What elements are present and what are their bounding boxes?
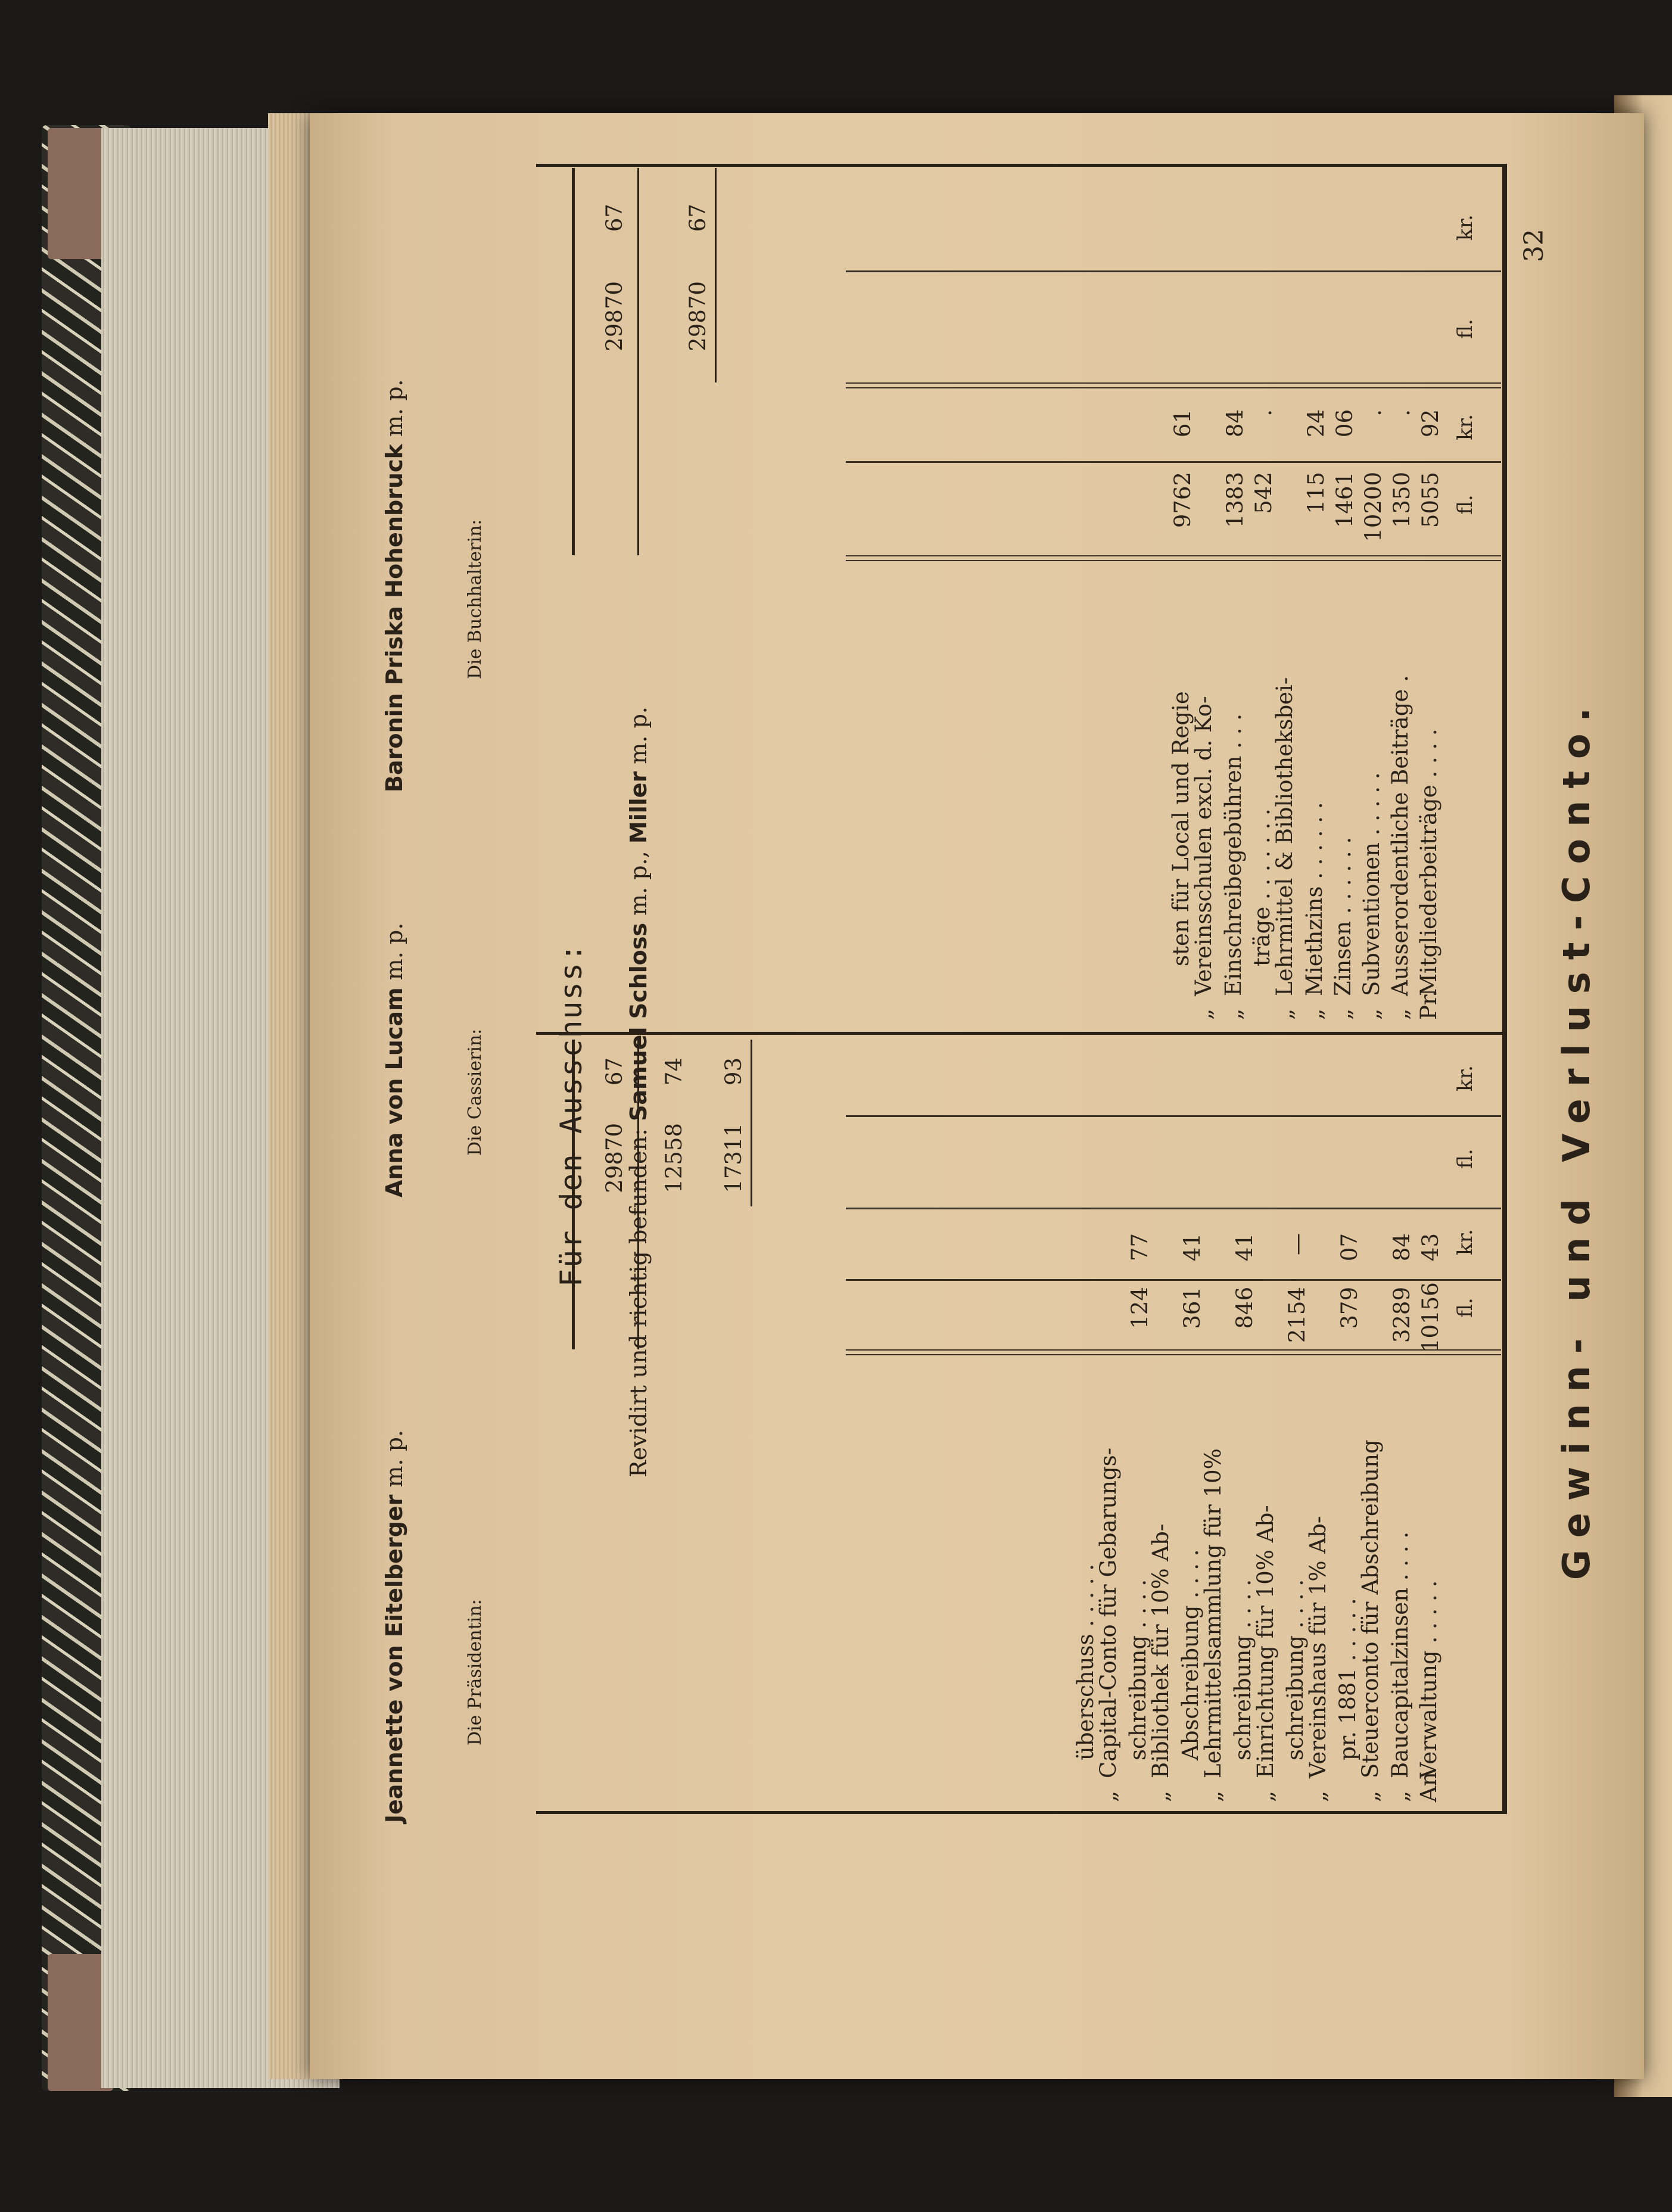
debit-subtotal-kr: 93 (721, 1057, 746, 1086)
entry-kr-value: — (1284, 1233, 1310, 1255)
signatory-name (381, 379, 407, 792)
entry-fl-value: 1383 (1222, 472, 1248, 528)
entry-kr-value: 41 (1232, 1233, 1257, 1262)
debit-entry (1337, 1439, 1382, 1802)
entry-prefix: „ (1330, 1008, 1356, 1020)
debit-entry (1179, 1448, 1225, 1802)
entry-label: Miethzins . . . . . . (1302, 802, 1327, 996)
credit-entry (1332, 837, 1355, 1020)
credit-entry (1251, 677, 1296, 1020)
entry-label: Steuerconto für Abschreibung (1357, 1439, 1383, 1778)
entry-fl-value: 379 (1337, 1287, 1362, 1329)
entry-prefix: „ (1359, 1008, 1384, 1020)
entry-fl-value: 9762 (1170, 472, 1195, 528)
credit-entry (1222, 714, 1245, 1020)
debit-col-rule (846, 1115, 1501, 1117)
revisor-suffix-1: m. p., (625, 851, 652, 916)
entry-kr-value: 07 (1337, 1233, 1362, 1262)
entry-fl-value: 124 (1127, 1287, 1153, 1329)
entry-label: Lehrmittel & Bibliotheksbei- (1272, 677, 1297, 996)
entry-label: Einschreibegebühren . . . (1220, 713, 1246, 996)
entry-label: schreibung . . . . (1230, 1579, 1256, 1760)
entry-kr-value: 06 (1332, 409, 1357, 438)
entry-kr-value: 84 (1222, 409, 1248, 438)
signatory-suffix: m. p. (381, 1430, 407, 1488)
entry-label: Bibliothek für 10% Ab- (1148, 1523, 1173, 1778)
entry-label: Baucapitalzinsen . . . . (1387, 1531, 1413, 1778)
debit-subtotal-fl: 17311 (721, 1123, 746, 1193)
debit-kr-header-1: kr. (1453, 1229, 1477, 1255)
signatory-name (381, 1430, 407, 1823)
entry-label: Lehrmittelsammlung für 10% (1200, 1448, 1226, 1778)
page-title: Gewinn- und Verlust-Conto. (1555, 695, 1598, 1581)
entry-prefix: „ (1220, 1008, 1246, 1020)
entry-label: Verwaltung . . . . . (1416, 1580, 1441, 1778)
credit-entry (1170, 691, 1215, 1020)
signatory-name-text: Anna von Lucam (381, 987, 407, 1197)
entry-kr-value: . (1389, 409, 1415, 416)
credit-col-rule (846, 387, 1501, 388)
debit-entry (1075, 1448, 1120, 1802)
entry-fl-value: 846 (1232, 1287, 1257, 1329)
credit-sum-rule (715, 168, 717, 382)
credit-entry (1303, 802, 1326, 1020)
entry-prefix: „ (1148, 1790, 1173, 1802)
entry-kr-value: 84 (1389, 1233, 1415, 1262)
entry-label: Ausserordentliche Beiträge . (1387, 675, 1413, 996)
entry-kr-value: 92 (1418, 409, 1443, 438)
entry-prefix: An (1416, 1772, 1441, 1802)
entry-kr-value: 77 (1127, 1233, 1153, 1262)
credit-entry (1418, 729, 1440, 1020)
debit-fl-header-2: fl. (1453, 1149, 1477, 1169)
entry-kr-value: 61 (1170, 409, 1195, 438)
entry-fl-value: 5055 (1418, 472, 1443, 528)
entry-label: Mitgliederbeiträge . . . . (1416, 729, 1441, 996)
committee-heading: Für den Ausschuss: (554, 942, 589, 1287)
revision-prefix: Revidirt und richtig befunden: (625, 1128, 652, 1477)
entry-prefix: „ (1191, 1008, 1216, 1020)
entry-kr-value: . (1251, 409, 1276, 416)
credit-total-kr: 67 (602, 204, 627, 232)
page-number: 32 (1519, 229, 1549, 262)
entry-label: Abschreibung . . . . (1178, 1549, 1203, 1760)
credit-subtotal-kr: 67 (685, 204, 711, 232)
revisor-name-1: Samuel Schloss (625, 923, 652, 1122)
ledger-top-rule (1502, 164, 1507, 1814)
debit-total-fl: 29870 (602, 1123, 627, 1193)
entry-kr-value: 41 (1179, 1233, 1205, 1262)
entry-label: überschuss . . . . . (1073, 1563, 1098, 1760)
credit-total-fl: 29870 (602, 281, 627, 351)
entry-label: Subventionen . . . . . (1359, 772, 1384, 996)
credit-col-rule (846, 560, 1501, 561)
entry-label: schreibung . . . . (1125, 1579, 1151, 1760)
credit-kr-header-2: kr. (1453, 214, 1477, 241)
entry-fl-value: 115 (1303, 472, 1329, 514)
credit-entry (1360, 772, 1383, 1020)
entry-fl-value: 361 (1179, 1287, 1205, 1329)
revisor-name-2: Miller (625, 771, 652, 844)
debit-entry (1284, 1516, 1329, 1802)
debit-entry (1232, 1505, 1277, 1802)
debit-kr-header-2: kr. (1453, 1065, 1477, 1091)
debit-col-rule (846, 1208, 1501, 1209)
signatory-role: Die Präsidentin: (465, 1599, 485, 1746)
entry-label: sten für Local und Regie (1168, 691, 1194, 966)
debit-entry (1127, 1524, 1172, 1802)
entry-fl-value: 10156 (1418, 1282, 1443, 1352)
entry-kr-value: . (1360, 409, 1386, 416)
credit-fl-header-2: fl. (1453, 319, 1477, 339)
entry-label: schreibung . . . . (1282, 1579, 1308, 1760)
debit-entry (1389, 1532, 1412, 1802)
signatory-role: Die Buchhalterin: (465, 519, 485, 679)
entry-fl-value: 1350 (1389, 472, 1415, 528)
entry-prefix: „ (1200, 1790, 1226, 1802)
entry-label: Einrichtung für 10% Ab- (1253, 1505, 1278, 1778)
revisor-suffix-2: m. p. (625, 707, 652, 764)
debit-surplus-fl: 12558 (661, 1123, 687, 1193)
debit-entry (1418, 1581, 1440, 1802)
debit-total-kr: 67 (602, 1057, 627, 1086)
credit-kr-header-1: kr. (1453, 414, 1477, 440)
entry-prefix: „ (1305, 1790, 1331, 1802)
entry-label: träge . . . . . . . (1249, 808, 1275, 966)
entry-fl-value: 2154 (1284, 1287, 1310, 1343)
credit-col-rule (846, 461, 1501, 463)
signatory-name-text: Jeannette von Eitelberger (381, 1494, 407, 1823)
signatory-name (381, 923, 407, 1197)
entry-label: Zinsen . . . . . . (1330, 836, 1356, 996)
credit-subtotal-fl: 29870 (685, 281, 711, 351)
entry-kr-value: 24 (1303, 409, 1329, 438)
entry-kr-value: 43 (1418, 1233, 1443, 1262)
entry-prefix: „ (1357, 1790, 1383, 1802)
debit-surplus-kr: 74 (661, 1057, 687, 1086)
entry-fl-value: 542 (1251, 472, 1276, 514)
signatory-suffix: m. p. (381, 922, 407, 981)
entry-fl-value: 10200 (1360, 472, 1386, 542)
entry-fl-value: 1461 (1332, 472, 1357, 528)
debit-fl-header-1: fl. (1453, 1298, 1477, 1318)
entry-prefix: „ (1387, 1008, 1413, 1020)
signatory-role: Die Cassierin: (465, 1028, 485, 1156)
debit-col-rule (846, 1354, 1501, 1355)
debit-sum-rule (751, 1040, 752, 1206)
debit-col-rule (846, 1279, 1501, 1281)
entry-prefix: „ (1095, 1790, 1121, 1802)
entry-fl-value: 3289 (1389, 1287, 1415, 1343)
entry-prefix: „ (1387, 1790, 1413, 1802)
signatory-name-text: Baronin Priska Hohenbruck (381, 444, 407, 792)
credit-col-rule (846, 270, 1501, 272)
entry-label: Vereinsschulen excl. d. Ko- (1191, 696, 1216, 996)
entry-prefix: „ (1253, 1790, 1278, 1802)
signatory-suffix: m. p. (381, 379, 407, 437)
signature-block (357, 274, 691, 1942)
entry-prefix: „ (1302, 1008, 1327, 1020)
revision-statement (625, 707, 652, 1477)
entry-label: Capital-Conto für Gebarungs- (1095, 1447, 1121, 1778)
entry-label: pr. 1881 . . . . . (1335, 1598, 1360, 1760)
entry-prefix: „ (1272, 1008, 1297, 1020)
rotated-page-content (357, 143, 1626, 1942)
credit-entry (1389, 675, 1412, 1020)
entry-prefix: Pr. (1416, 990, 1441, 1020)
credit-fl-header-1: fl. (1453, 494, 1477, 515)
entry-label: Vereinshaus für 1% Ab- (1305, 1516, 1331, 1778)
